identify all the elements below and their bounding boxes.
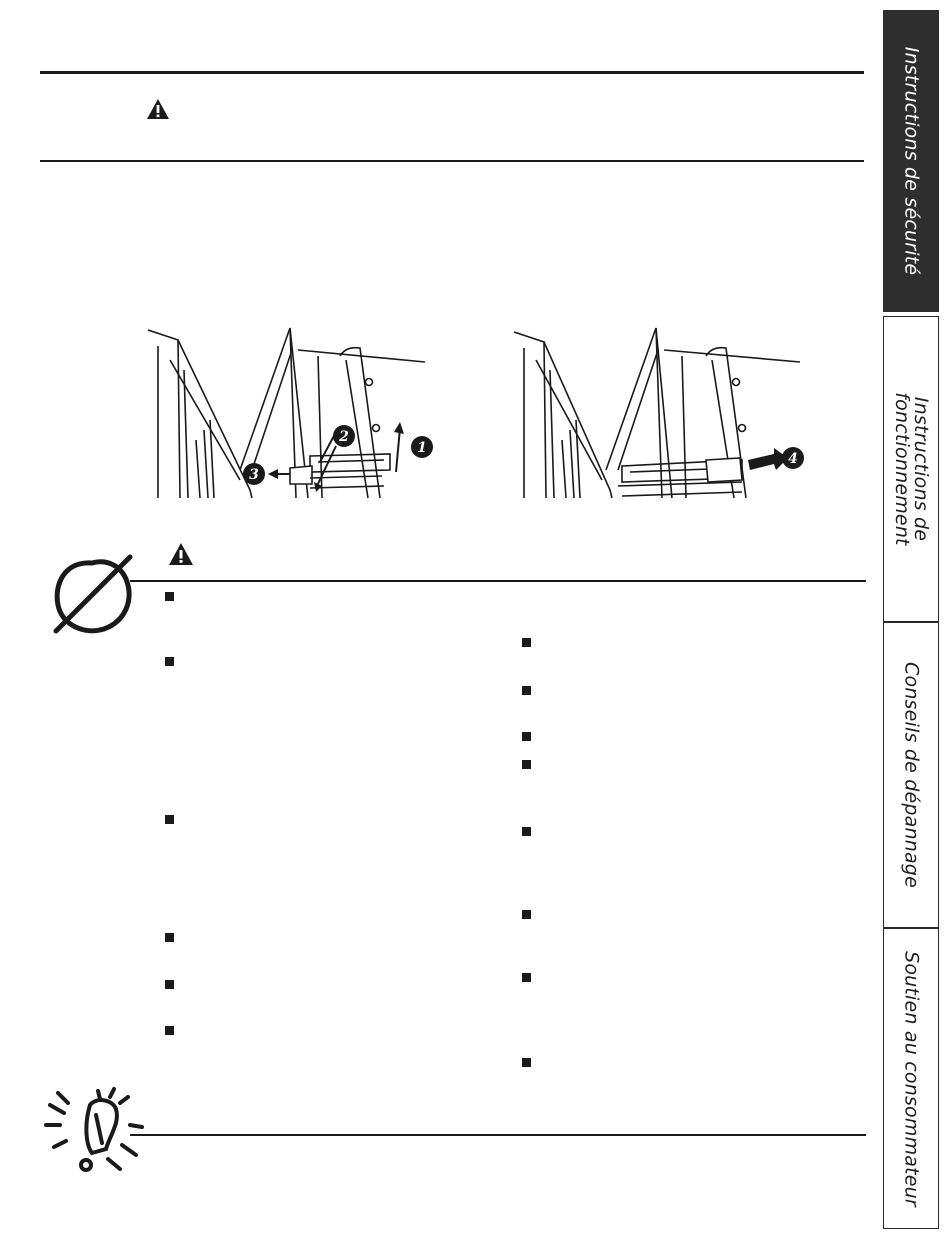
tab-instructions-de-securite[interactable] bbox=[883, 10, 939, 312]
warning-triangle-icon bbox=[146, 98, 170, 120]
bullet-marker bbox=[522, 973, 531, 982]
warning-section-rule bbox=[130, 580, 866, 582]
prohibition-icon bbox=[44, 545, 140, 639]
tab-label: Instructions de sécurité bbox=[900, 46, 923, 276]
bullet-marker bbox=[522, 1058, 531, 1067]
tab-conseils-de-depannage[interactable] bbox=[883, 622, 939, 928]
tab-label: Conseils de dépannage bbox=[900, 662, 923, 888]
svg-text:3: 3 bbox=[249, 467, 259, 483]
step-1-badge bbox=[411, 436, 433, 458]
step-4-badge bbox=[782, 447, 804, 469]
bullet-marker bbox=[522, 638, 531, 647]
bullet-marker bbox=[165, 1026, 174, 1035]
top-rule bbox=[40, 71, 864, 74]
side-tab-bar bbox=[883, 10, 939, 1229]
bullet-marker bbox=[165, 933, 174, 942]
bullet-marker bbox=[522, 827, 531, 836]
svg-text:2: 2 bbox=[339, 429, 349, 445]
tip-section-rule bbox=[130, 1134, 866, 1136]
tab-soutien-au-consommateur[interactable] bbox=[883, 928, 939, 1229]
door-removal-illustration-left bbox=[140, 320, 440, 502]
bullet-marker bbox=[522, 732, 531, 741]
bullet-marker bbox=[165, 657, 174, 666]
bullet-marker bbox=[522, 910, 531, 919]
tab-label: Instructions de fonctionnement bbox=[891, 392, 932, 546]
bullet-marker bbox=[165, 815, 174, 824]
header-bottom-rule bbox=[40, 160, 864, 162]
tab-label: Soutien au consommateur bbox=[900, 950, 923, 1207]
tab-instructions-de-fonctionnement[interactable] bbox=[883, 316, 939, 622]
section-warning-triangle-icon bbox=[168, 542, 194, 566]
step-3-badge bbox=[243, 463, 265, 485]
bullet-marker bbox=[165, 592, 174, 601]
svg-text:4: 4 bbox=[788, 451, 798, 467]
lightbulb-tip-icon bbox=[40, 1085, 150, 1180]
svg-text:1: 1 bbox=[417, 440, 427, 456]
bullet-marker bbox=[522, 686, 531, 695]
door-removal-illustration-right bbox=[510, 320, 810, 502]
step-2-badge bbox=[333, 425, 355, 447]
bullet-marker bbox=[522, 760, 531, 769]
bullet-marker bbox=[165, 980, 174, 989]
